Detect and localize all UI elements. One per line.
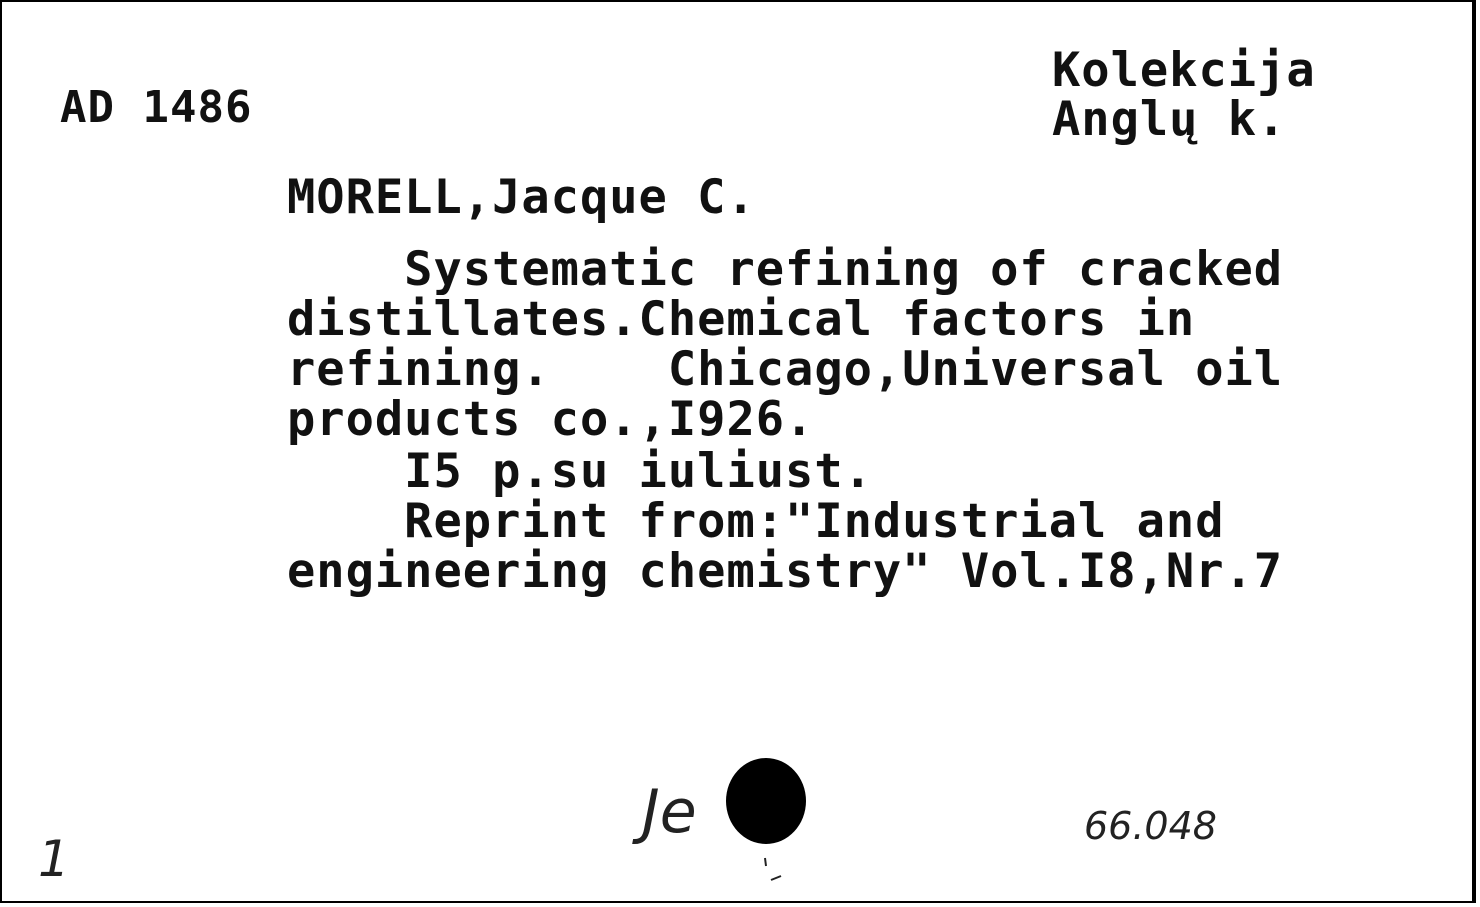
ink-speck-2 [771, 876, 781, 880]
call-number: AD 1486 [60, 82, 253, 133]
author-heading: MORELL,Jacque C. [287, 170, 756, 225]
body-line-7: engineering chemistry" Vol.I8,Nr.7 [287, 544, 1284, 599]
body-line-6: Reprint from:"Industrial and [287, 494, 1225, 549]
body-line-2: distillates.Chemical factors in [287, 292, 1196, 347]
collection-line-1: Kolekcija [1052, 43, 1316, 98]
ink-stamp [724, 756, 808, 846]
ink-stamp-blot [726, 758, 806, 844]
collection-line-2: Anglų k. [1052, 92, 1287, 147]
handwritten-number: 1 [38, 830, 70, 888]
handwritten-initials: Je [642, 777, 697, 847]
accession-number: 66.048 [1084, 804, 1217, 848]
body-line-5: I5 p.su iuliust. [287, 444, 873, 499]
body-line-1: Systematic refining of cracked [287, 242, 1284, 297]
ink-specks [757, 852, 797, 892]
body-line-4: products co.,I926. [287, 392, 815, 447]
ink-speck-1 [765, 858, 766, 866]
body-line-3: refining. Chicago,Universal oil [287, 342, 1284, 397]
